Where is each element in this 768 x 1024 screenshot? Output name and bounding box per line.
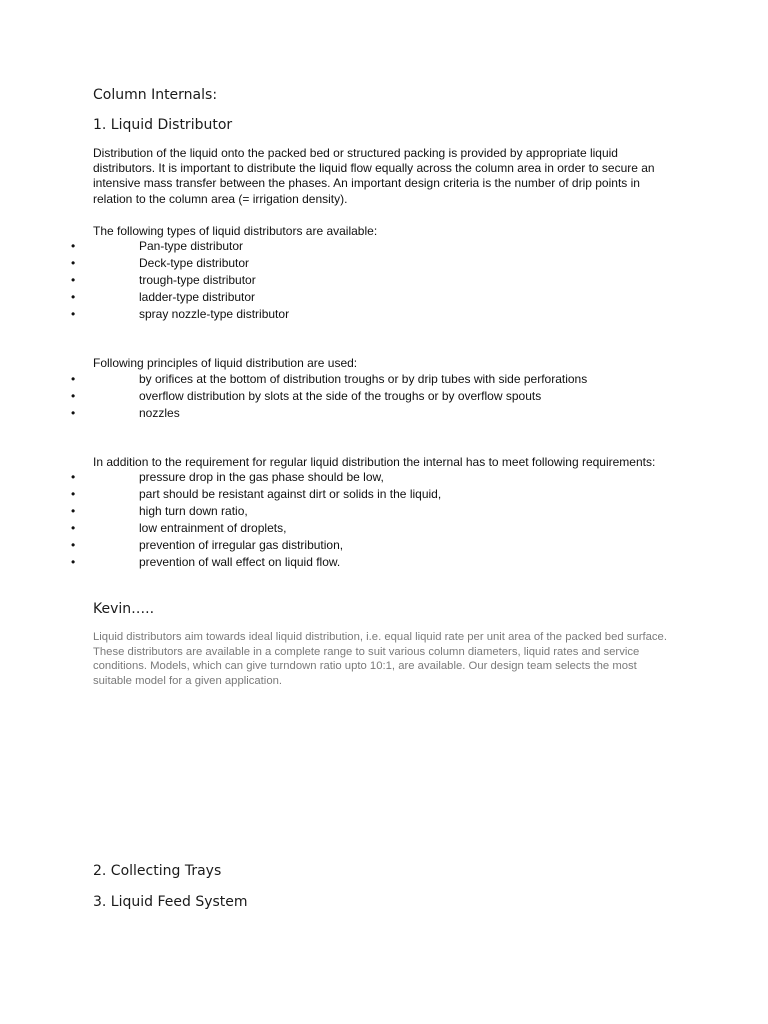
types-intro-text: The following types of liquid distributors are available:: [93, 224, 378, 238]
list-item: • part should be resistant against dirt or solids in the liquid,: [0, 486, 768, 503]
list-item: • high turn down ratio,: [0, 503, 768, 520]
bullet-icon: •: [71, 372, 76, 386]
bullet-icon: •: [71, 487, 76, 502]
list-item: • low entrainment of droplets,: [0, 520, 768, 537]
bullet-icon: •: [71, 239, 76, 253]
principles-intro-text: Following principles of liquid distribution are used:: [93, 356, 358, 370]
list-item: • by orifices at the bottom of distribution troughs or by drip tubes with side perforations: [0, 371, 768, 388]
list-item: • prevention of wall effect on liquid flow.: [0, 554, 768, 571]
list-item: • ladder-type distributor: [0, 289, 768, 306]
bullet-icon: •: [71, 538, 76, 553]
list-item: • pressure drop in the gas phase should be low,: [0, 469, 768, 486]
bullet-icon: •: [71, 389, 76, 404]
list-item: • Pan-type distributor: [0, 238, 768, 255]
list-item: • Deck-type distributor: [0, 255, 768, 272]
bullet-icon: •: [71, 307, 76, 322]
bullet-icon: •: [71, 290, 76, 305]
bullet-icon: •: [71, 406, 76, 421]
section-heading-liquid-feed-system: 3. Liquid Feed System: [93, 894, 248, 910]
list-item: • spray nozzle-type distributor: [0, 306, 768, 323]
distributor-types-list: [0, 238, 768, 323]
bullet-icon: •: [71, 521, 76, 536]
list-item: • prevention of irregular gas distribution,: [0, 537, 768, 554]
bullet-icon: •: [71, 256, 76, 271]
bullet-icon: •: [71, 470, 76, 484]
list-item: • trough-type distributor: [0, 272, 768, 289]
paragraph-kevin-description: Liquid distributors aim towards ideal liquid distribution, i.e. equal liquid rate per unit area of the packed bed surface. These distributors are available in a complete range to suit various column diameters, liquid rates and service conditions. Models, which can give turndown ratio upto 10:1, are available. Our design team selects the most suitable model for a given application.: [93, 631, 667, 687]
distribution-principles-list: [0, 371, 768, 422]
bullet-icon: •: [71, 555, 76, 570]
requirements-intro-text: In addition to the requirement for regular liquid distribution the internal has to meet following requirements:: [93, 455, 656, 469]
bullet-icon: •: [71, 273, 76, 288]
bullet-icon: •: [71, 504, 76, 519]
section-heading-liquid-distributor: 1. Liquid Distributor: [93, 117, 233, 133]
list-item: • nozzles: [0, 405, 768, 422]
list-item: • overflow distribution by slots at the side of the troughs or by overflow spouts: [0, 388, 768, 405]
paragraph-distribution-intro: Distribution of the liquid onto the packed bed or structured packing is provided by appropriate liquid distributors. It is important to distribute the liquid flow equally across the column area in order to secure an intensive mass transfer between the phases. An important design criteria is the number of drip points in relation to the column area (= irrigation density).: [93, 146, 655, 206]
requirements-list: [0, 469, 768, 572]
document-title: Column Internals:: [93, 87, 218, 103]
section-heading-kevin: Kevin…..: [93, 601, 155, 617]
section-heading-collecting-trays: 2. Collecting Trays: [93, 863, 222, 879]
